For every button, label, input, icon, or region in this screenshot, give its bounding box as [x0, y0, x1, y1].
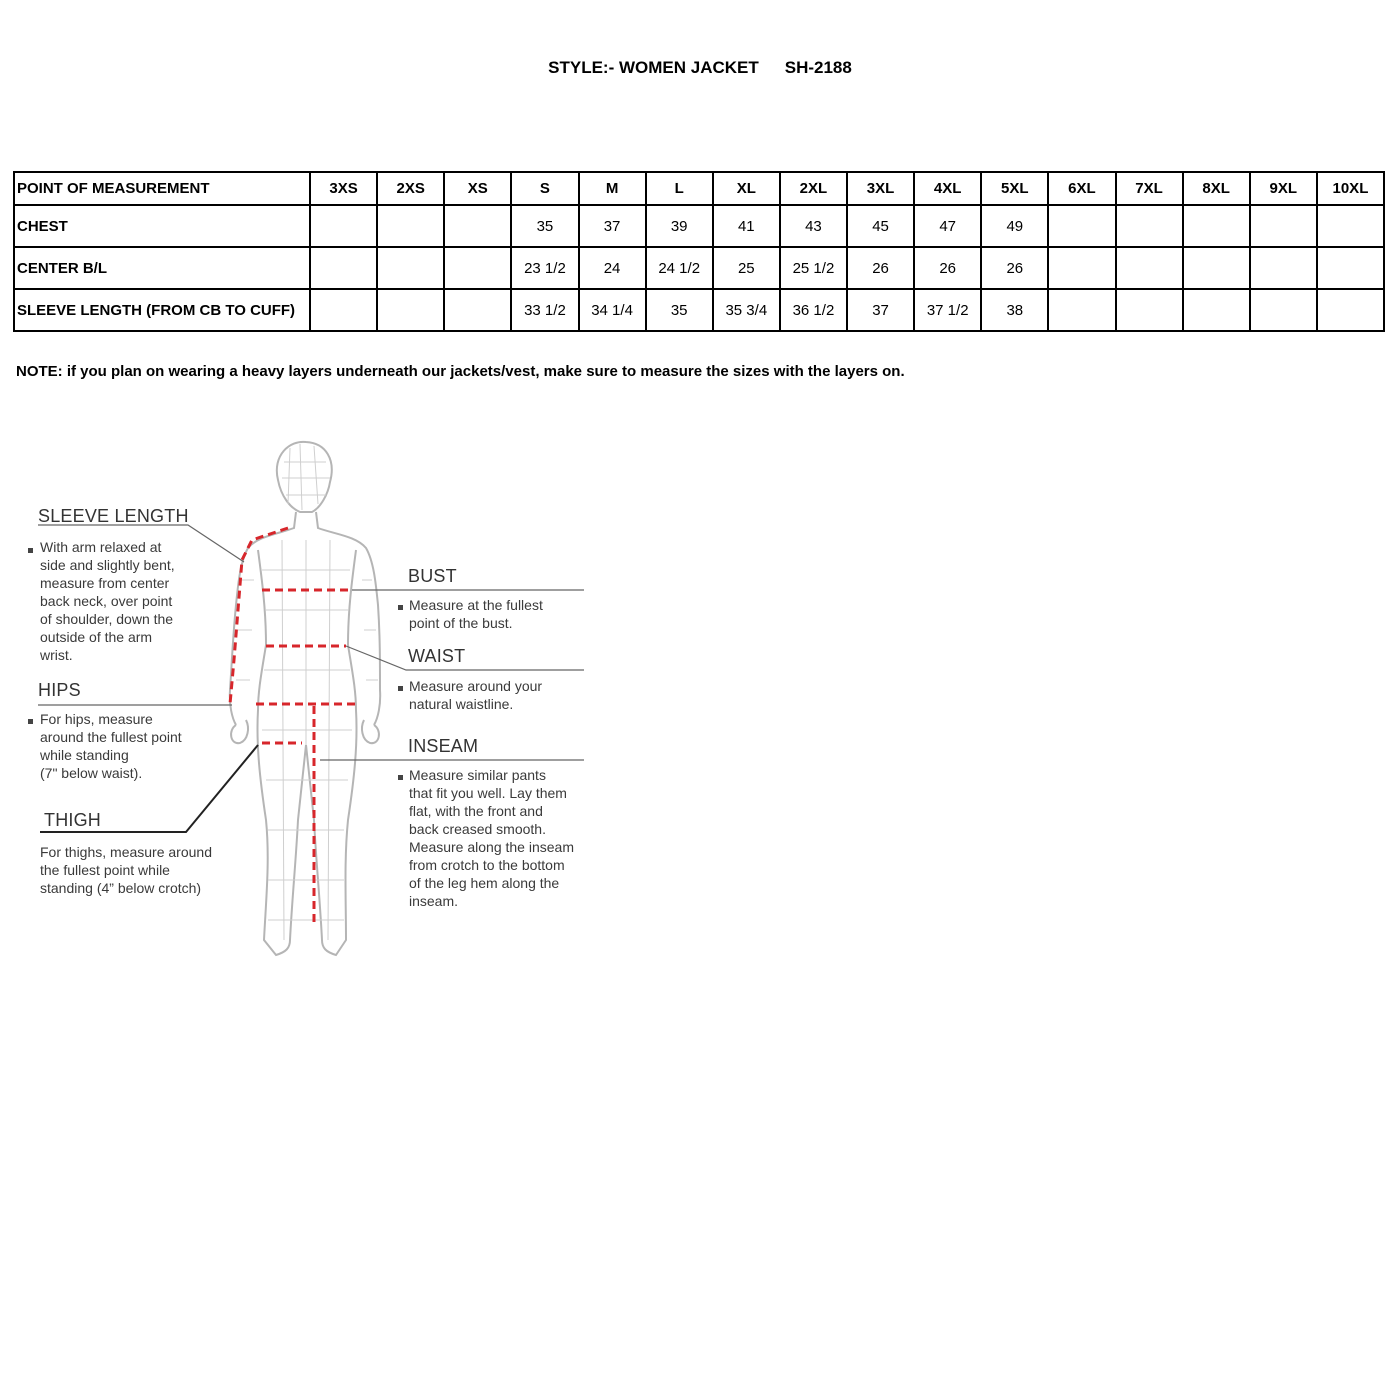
measurement-value-cell	[1183, 205, 1250, 247]
measurement-value-cell	[1317, 205, 1384, 247]
measurement-value-cell	[444, 205, 511, 247]
measurement-row	[14, 247, 1384, 289]
measurement-value-cell	[444, 247, 511, 289]
size-header-cell: 2XS	[377, 172, 444, 205]
size-header-cell: 8XL	[1183, 172, 1250, 205]
measurement-value-cell	[1317, 289, 1384, 331]
size-header-cell: M	[579, 172, 646, 205]
size-header-cell: 10XL	[1317, 172, 1384, 205]
measurement-value-cell	[1250, 289, 1317, 331]
hips-title: HIPS	[38, 680, 81, 700]
measurement-value-cell	[1317, 247, 1384, 289]
size-header-row	[14, 172, 1384, 205]
sleeve-length-description: With arm relaxed at side and slightly bent, measure from center back neck, over point of shoulder, down the outside of the arm wrist.	[40, 539, 175, 663]
measurement-value-cell: 23 1/2	[511, 247, 578, 289]
measurement-value-cell: 24 1/2	[646, 247, 713, 289]
size-header-cell: XS	[444, 172, 511, 205]
size-header-cell: L	[646, 172, 713, 205]
body-contour-lines	[236, 444, 378, 940]
measurement-value-cell: 24	[579, 247, 646, 289]
size-header-cell: 3XS	[310, 172, 377, 205]
measurement-value-cell	[1048, 247, 1115, 289]
style-code: SH-2188	[784, 58, 852, 77]
thigh-title: THIGH	[44, 810, 101, 830]
sleeve-length-title: SLEEVE LENGTH	[38, 506, 189, 526]
measurement-value-cell	[1048, 289, 1115, 331]
waist-title: WAIST	[408, 646, 466, 666]
measurement-value-cell: 35 3/4	[713, 289, 780, 331]
inseam-title: INSEAM	[408, 736, 479, 756]
measurement-guide	[0, 400, 640, 1000]
size-header-cell: 2XL	[780, 172, 847, 205]
size-header-cell: 7XL	[1116, 172, 1183, 205]
point-of-measurement-header: POINT OF MEASUREMENT	[14, 172, 310, 205]
measurement-label: CENTER B/L	[14, 247, 310, 289]
bullet-icon	[398, 686, 403, 691]
measurement-value-cell: 49	[981, 205, 1048, 247]
measurement-value-cell	[444, 289, 511, 331]
hips-description: For hips, measure around the fullest point while standing (7" below waist).	[40, 711, 182, 781]
measurement-row	[14, 289, 1384, 331]
measurement-value-cell	[1048, 205, 1115, 247]
bust-description: Measure at the fullest point of the bust.	[409, 597, 543, 631]
measurement-value-cell: 45	[847, 205, 914, 247]
measurement-value-cell	[377, 289, 444, 331]
measurement-value-cell: 37 1/2	[914, 289, 981, 331]
measurement-value-cell: 25 1/2	[780, 247, 847, 289]
measurement-lines	[230, 528, 358, 925]
bullet-icon	[28, 548, 33, 553]
measurement-label: CHEST	[14, 205, 310, 247]
measurement-value-cell	[1183, 289, 1250, 331]
measurement-value-cell: 37	[579, 205, 646, 247]
measurement-value-cell	[1183, 247, 1250, 289]
measurement-value-cell: 47	[914, 205, 981, 247]
bullet-icon	[28, 719, 33, 724]
size-header-cell: 6XL	[1048, 172, 1115, 205]
measurement-value-cell	[1116, 247, 1183, 289]
measurement-value-cell: 39	[646, 205, 713, 247]
measurement-value-cell: 26	[981, 247, 1048, 289]
measurement-value-cell: 41	[713, 205, 780, 247]
measurement-value-cell: 26	[847, 247, 914, 289]
measurement-row	[14, 205, 1384, 247]
measurement-value-cell	[310, 289, 377, 331]
size-header-cell: 9XL	[1250, 172, 1317, 205]
waist-description: Measure around your natural waistline.	[409, 678, 543, 712]
size-header-cell: S	[511, 172, 578, 205]
measurement-value-cell: 37	[847, 289, 914, 331]
measurement-value-cell	[1116, 205, 1183, 247]
layering-note: NOTE: if you plan on wearing a heavy layers underneath our jackets/vest, make sure to measure the sizes with the layers on.	[16, 363, 905, 380]
measurement-value-cell	[377, 205, 444, 247]
measurement-value-cell	[377, 247, 444, 289]
measurement-value-cell	[1250, 247, 1317, 289]
bust-title: BUST	[408, 566, 457, 586]
measurement-value-cell: 38	[981, 289, 1048, 331]
inseam-description: Measure similar pants that fit you well. Lay them flat, with the front and back creased smooth. Measure along the inseam from crotch to the bottom of the leg hem along the inseam.	[409, 767, 574, 909]
bullet-icon	[398, 605, 403, 610]
size-header-cell: 4XL	[914, 172, 981, 205]
bullet-icon	[398, 775, 403, 780]
measurement-value-cell: 33 1/2	[511, 289, 578, 331]
measurement-value-cell	[310, 205, 377, 247]
measurement-value-cell: 35	[511, 205, 578, 247]
body-outline	[230, 442, 380, 955]
size-header-cell: 3XL	[847, 172, 914, 205]
size-header-cell: XL	[713, 172, 780, 205]
size-chart-table	[13, 171, 1385, 332]
measurement-value-cell: 36 1/2	[780, 289, 847, 331]
size-header-cell: 5XL	[981, 172, 1048, 205]
measurement-value-cell	[310, 247, 377, 289]
measurement-value-cell: 25	[713, 247, 780, 289]
measurement-value-cell: 34 1/4	[579, 289, 646, 331]
measurement-label: SLEEVE LENGTH (FROM CB TO CUFF)	[14, 289, 310, 331]
measurement-value-cell: 26	[914, 247, 981, 289]
style-label: STYLE:- WOMEN JACKET	[548, 58, 759, 77]
measurement-value-cell	[1116, 289, 1183, 331]
thigh-description: For thighs, measure around the fullest point while standing (4” below crotch)	[40, 844, 212, 896]
measurement-value-cell: 35	[646, 289, 713, 331]
page-title	[0, 58, 1400, 78]
measurement-value-cell: 43	[780, 205, 847, 247]
body-figure-illustration	[0, 400, 640, 1000]
measurement-value-cell	[1250, 205, 1317, 247]
